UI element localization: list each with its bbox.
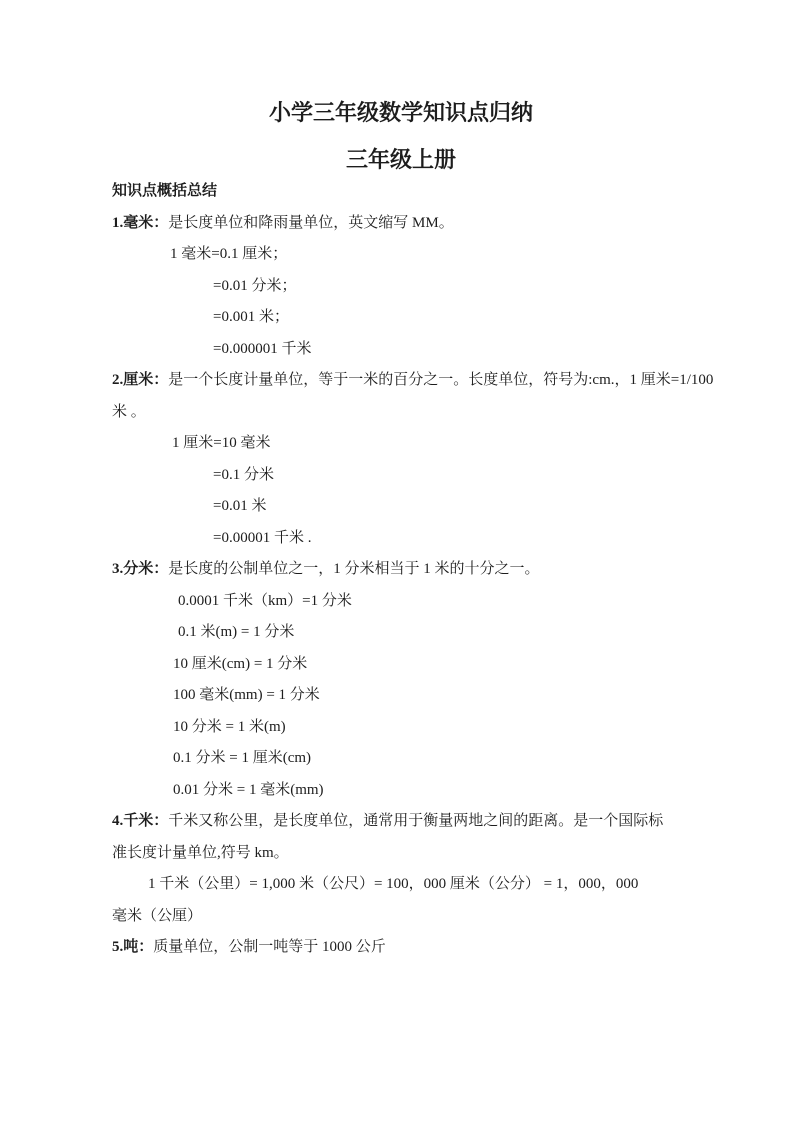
item-2-formula-line: 1 厘米=10 毫米 (172, 435, 271, 451)
item-2-desc-line2: 米 。 (112, 403, 146, 420)
item-2-formula-line: =0.1 分米 (213, 466, 274, 483)
item-3-decimeter-heading (112, 554, 690, 586)
item-4-term: 4.千米： (112, 813, 169, 829)
item-5-desc: 质量单位，公制一吨等于 1000 公斤 (153, 939, 386, 955)
item-4-desc-line2: 准长度计量单位,符号 km。 (112, 844, 289, 861)
document-subtitle: 三年级上册 (345, 147, 456, 172)
item-1-formula-line: 1 毫米=0.1 厘米； (170, 246, 288, 262)
item-2-term: 2.厘米： (112, 372, 169, 388)
item-3-formula-line: 0.1 米(m) = 1 分米 (178, 624, 295, 640)
item-1-millimeter-heading (112, 208, 690, 240)
item-5-term: 5.吨： (112, 939, 154, 955)
item-3-formula-line: 100 毫米(mm) = 1 分米 (173, 687, 320, 703)
section-heading: 知识点概括总结 (112, 183, 218, 199)
item-1-formula-line: =0.001 米； (213, 309, 289, 325)
item-4-desc-line1: 千米又称公里，是长度单位，通常用于衡量两地之间的距离。是一个国际标 (168, 813, 664, 829)
document-body (112, 176, 714, 964)
item-2-centimeter-heading (112, 365, 714, 397)
item-1-formula-line: =0.000001 千米 (213, 340, 312, 357)
item-3-formula-line: 0.1 分米 = 1 厘米(cm) (173, 750, 312, 766)
document-title: 小学三年级数学知识点归纳 (268, 100, 533, 125)
item-3-formula-line: 10 厘米(cm) = 1 分米 (173, 655, 308, 672)
item-1-desc: 是长度单位和降雨量单位，英文缩写 MM。 (168, 214, 454, 231)
item-4-formula-line: 1 千米（公里）= 1,000 米（公尺）= 100，000 厘米（公分） = 1，000，000 (148, 876, 639, 892)
item-3-formula-line: 0.01 分米 = 1 毫米(mm) (173, 781, 324, 798)
item-3-desc: 是长度的公制单位之一，1 分米相当于 1 米的十分之一。 (168, 561, 540, 577)
item-4-formula-line: 毫米（公厘） (112, 907, 203, 924)
item-3-formula-line: 0.0001 千米（km）=1 分米 (178, 592, 352, 609)
item-3-formula-line: 10 分米 = 1 米(m) (173, 718, 286, 735)
item-2-formula-line: =0.01 米 (213, 498, 267, 514)
item-2-desc-line1: 是一个长度计量单位，等于一米的百分之一。长度单位，符号为:cm.，1 厘米=1/100 (168, 372, 714, 388)
item-1-term: 1.毫米： (112, 214, 169, 231)
item-3-term: 3.分米： (112, 561, 169, 577)
item-1-formula-line: =0.01 分米； (213, 277, 297, 294)
item-5-ton-heading (112, 932, 690, 964)
item-4-kilometer-heading (112, 806, 690, 838)
item-2-formula-line: =0.00001 千米 . (213, 529, 312, 546)
